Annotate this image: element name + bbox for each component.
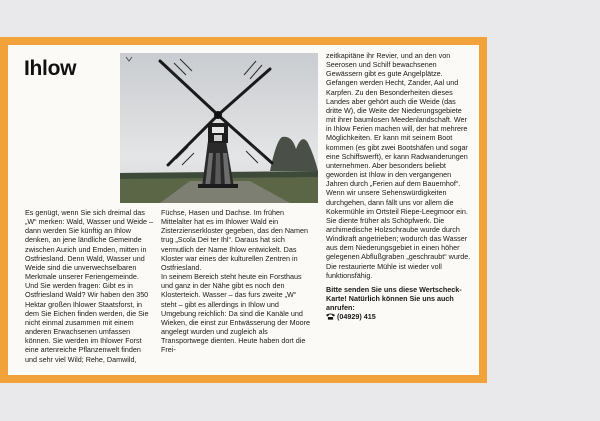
text-column-3 (326, 51, 472, 371)
paragraph: zeitkapitäne ihr Revier, und an den von Seerosen und Schilf bewachsenen Gewässern gibt es gute Angelplätze. Gefangen werden Hecht, Zander, Aal und Karpfen. Zu den Besonderheiten dieses Landes aber gehört auch die Weide (das dritte W), die Weite der Niederungsgebiete mit ihrer baumlosen Meedenlandschaft. Wer in Ihlow Ferien machen will, der hat mehrere Möglichkeiten. Er kann mit seinem Boot kommen (es gibt zwei Bootshäfen und sogar eine Schiffswerft), er kann Radwanderungen unternehmen. Aber besonders beliebt geworden ist Ihlow in den vergangenen Jahren durch „Ferien auf dem Bauernhof“. Wenn wir unsere Sehenswürdigkeiten durchgehen, dann fällt uns vor allem die Kokermühle im Ortsteil Riepe-Leegmoor ein. Sie diente früher als Schöpfwerk. Die archimedische Holzschraube wurde durch Windkraft angetrieben; wodurch das Wasser aus dem Niederungsgebiet in einen höher gelegenen Abflußgraben „geschraubt“ wurde. Die restaurierte Mühle ist wieder voll funktionsfähig. (326, 51, 471, 280)
card-panel (8, 45, 479, 375)
paragraph: In seinem Bereich steht heute ein Forsthaus und ganz in der Nähe gibt es noch den Klosterteich. Wasser – das furs zweite „W“ steht – gibt es allerdings in Ihlow und Umgebung reichlich: Da sind die Kanäle und Wieken, die einst zur Entwässerung der Moore angelegt wurden und zugleich als Transportwege dienten. Heute haben dort die Frei- (161, 272, 311, 355)
postcard (0, 37, 487, 383)
text-column-1 (25, 208, 153, 374)
paragraph: Füchse, Hasen und Dachse. Im frühen Mittelalter hat es im Ihlower Wald ein Zisterzienserkloster gegeben, das den Namen trug „Scola Dei ter Ihl“. Daraus hat sich vermutlich der Name Ihlow entwickelt. Das Kloster war eines der kulturellen Zentren in Ostfriesland. (161, 208, 309, 272)
call-to-action: Bitte senden Sie uns diese Wertscheck-Karte! Natürlich können Sie uns auch anrufen: (326, 284, 462, 313)
windmill-illustration (120, 53, 318, 203)
telephone-icon (326, 313, 335, 320)
paragraph: Es genügt, wenn Sie sich dreimal das „W“ merken: Wald, Wasser und Weide – dann werden Sie künftig an Ihlow denken, an jene ländliche Gemeinde zwischen Aurich und Emden, mitten in Ostfriesland. Denn Wald, Wasser und Weide sind die unverwechselbaren Merkmale unserer Feriengemeinde. Und Sie werden fragen: Gibt es in Ostfriesland Wald? Wir haben den 350 Hektar großen Ihlower Staatsforst, in dem Sie Eichen finden werden, die Sie nicht einmal zusammen mit einem anderen Erwachsenen umfassen können. Sie werden im Ihlower Forst eine artenreiche Pflanzenwelt finden und sehr viel Wild; Rehe, Damwild, (25, 208, 153, 364)
page-title: Ihlow (24, 57, 77, 80)
phone-number: (04929) 415 (337, 312, 376, 322)
text-column-2 (161, 208, 313, 374)
windmill-photo (120, 53, 318, 203)
phone-line (326, 312, 472, 321)
